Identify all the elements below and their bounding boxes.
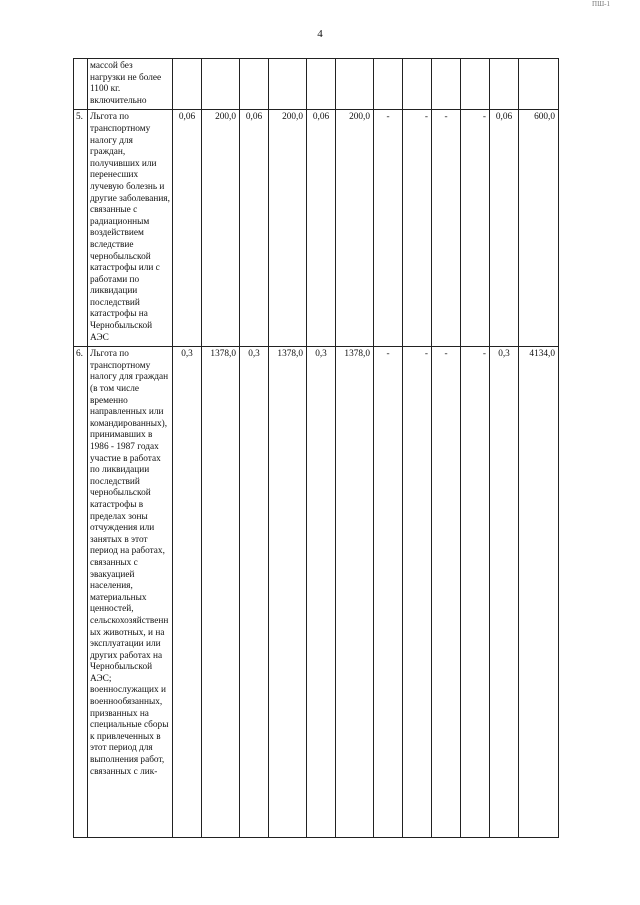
row-number-cell: 6.: [74, 347, 88, 838]
value-cell: 0,06: [490, 110, 519, 347]
value-cell: [269, 59, 307, 110]
value-cell: 0,3: [240, 347, 269, 838]
description-cell: Льгота по транспортному налогу для граждан, получивших или перенесших лучевую болезнь и другие заболевания, связанные с радиационным воздействием вследствие чернобыльской катастрофы или с работами по ликвидации последствий катастрофы на Чернобыльской АЭС: [88, 110, 173, 347]
value-cell: [336, 59, 374, 110]
benefits-table: [73, 58, 559, 838]
row-number-cell: [74, 59, 88, 110]
value-cell: 0,06: [240, 110, 269, 347]
value-cell: 0,06: [173, 110, 202, 347]
value-cell: [240, 59, 269, 110]
value-cell: [173, 59, 202, 110]
value-cell: -: [403, 347, 432, 838]
page-number: 4: [317, 28, 323, 40]
value-cell: 1378,0: [336, 347, 374, 838]
table-row: [74, 110, 559, 347]
description-cell: массой без нагрузки не более 1100 кг. включительно: [88, 59, 173, 110]
value-cell: -: [432, 347, 461, 838]
value-cell: 600,0: [519, 110, 559, 347]
value-cell: [461, 59, 490, 110]
value-cell: 0,3: [307, 347, 336, 838]
value-cell: 200,0: [202, 110, 240, 347]
table-row: [74, 59, 559, 110]
value-cell: 1378,0: [202, 347, 240, 838]
value-cell: 200,0: [336, 110, 374, 347]
value-cell: [403, 59, 432, 110]
value-cell: -: [461, 347, 490, 838]
description-cell: Льгота по транспортному налогу для граждан (в том числе временно направленных или командированных), принимавших в 1986 - 1987 годах участие в работах по ликвидации последствий чернобыльской катастрофы в пределах зоны отчуждения или занятых в этот период на работах, связанных с эвакуацией населения, материальных ценностей, сельскохозяйственных животных, и на эксплуатации или других работах на Чернобыльской АЭС; военнослужащих и военнообязанных, призванных на специальные сборы к привлеченных в этот период для выполнения работ, связанных с лик-: [88, 347, 173, 838]
value-cell: -: [432, 110, 461, 347]
value-cell: [432, 59, 461, 110]
value-cell: 1378,0: [269, 347, 307, 838]
value-cell: -: [461, 110, 490, 347]
value-cell: -: [403, 110, 432, 347]
table-row: [74, 347, 559, 838]
value-cell: 0,3: [490, 347, 519, 838]
value-cell: [519, 59, 559, 110]
value-cell: 4134,0: [519, 347, 559, 838]
corner-mark: ПШ-1: [592, 0, 610, 8]
value-cell: -: [374, 347, 403, 838]
value-cell: 200,0: [269, 110, 307, 347]
value-cell: 0,3: [173, 347, 202, 838]
value-cell: [490, 59, 519, 110]
value-cell: [307, 59, 336, 110]
value-cell: -: [374, 110, 403, 347]
row-number-cell: 5.: [74, 110, 88, 347]
value-cell: [374, 59, 403, 110]
value-cell: 0,06: [307, 110, 336, 347]
value-cell: [202, 59, 240, 110]
